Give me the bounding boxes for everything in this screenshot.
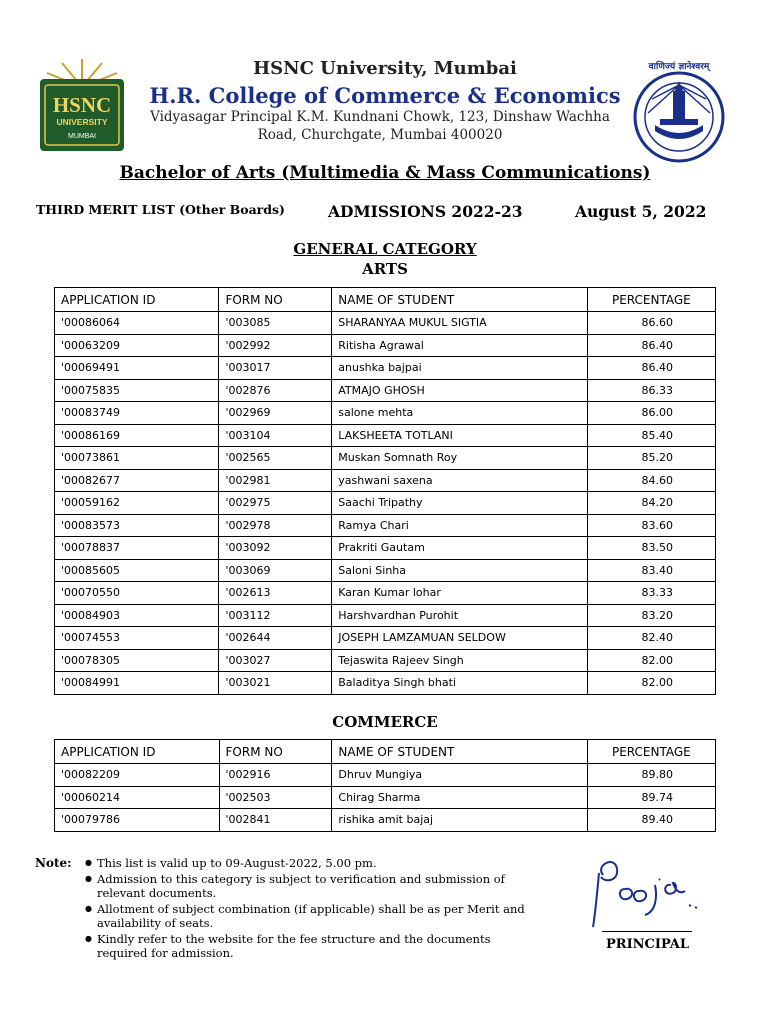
table-row xyxy=(55,357,716,380)
principal-title: PRINCIPAL xyxy=(606,937,690,952)
cell-percentage: 89.80 xyxy=(587,764,715,787)
cell-form-no: '002613 xyxy=(219,582,332,605)
table-row xyxy=(55,334,716,357)
cell-percentage: 86.60 xyxy=(587,312,715,335)
col-application-id: APPLICATION ID xyxy=(55,740,220,764)
col-form-no: FORM NO xyxy=(219,740,332,764)
col-percentage: PERCENTAGE xyxy=(587,740,715,764)
cell-application-id: '00082677 xyxy=(55,469,219,492)
cell-form-no: '002565 xyxy=(219,447,332,470)
cell-student-name: Saachi Tripathy xyxy=(332,492,587,515)
logo-text-hsnc: HSNC xyxy=(52,93,112,117)
table-row xyxy=(55,424,716,447)
cell-application-id: '00073861 xyxy=(55,447,219,470)
cell-form-no: '002644 xyxy=(219,627,332,650)
table-header-row xyxy=(55,740,716,764)
cell-percentage: 83.33 xyxy=(587,582,715,605)
cell-percentage: 82.00 xyxy=(587,672,715,695)
cell-student-name: rishika amit bajaj xyxy=(332,809,587,832)
cell-student-name: Saloni Sinha xyxy=(332,559,587,582)
cell-application-id: '00083749 xyxy=(55,402,219,425)
col-percentage: PERCENTAGE xyxy=(587,288,715,312)
cell-percentage: 86.40 xyxy=(587,357,715,380)
cell-application-id: '00086169 xyxy=(55,424,219,447)
logo-text-university: UNIVERSITY xyxy=(56,117,108,127)
table-row xyxy=(55,514,716,537)
cell-application-id: '00078837 xyxy=(55,537,219,560)
university-name: HSNC University, Mumbai xyxy=(253,58,517,79)
col-name: NAME OF STUDENT xyxy=(332,740,587,764)
table-row xyxy=(55,469,716,492)
cell-application-id: '00086064 xyxy=(55,312,219,335)
cell-application-id: '00083573 xyxy=(55,514,219,537)
cell-student-name: Harshvardhan Purohit xyxy=(332,604,587,627)
cell-student-name: Tejaswita Rajeev Singh xyxy=(332,649,587,672)
cell-percentage: 83.40 xyxy=(587,559,715,582)
cell-student-name: SHARANYAA MUKUL SIGTIA xyxy=(332,312,587,335)
cell-application-id: '00085605 xyxy=(55,559,219,582)
table-row xyxy=(55,312,716,335)
cell-application-id: '00059162 xyxy=(55,492,219,515)
table-row xyxy=(55,764,716,787)
cell-percentage: 82.40 xyxy=(587,627,715,650)
cell-application-id: '00084903 xyxy=(55,604,219,627)
signature-line xyxy=(602,931,692,932)
cell-student-name: ATMAJO GHOSH xyxy=(332,379,587,402)
cell-form-no: '002969 xyxy=(219,402,332,425)
cell-percentage: 86.40 xyxy=(587,334,715,357)
note-item: ● Admission to this category is subject to verification and submission of relevant documents. xyxy=(85,872,540,901)
note-item: ● This list is valid up to 09-August-2022, 5.00 pm. xyxy=(85,856,540,871)
table-row xyxy=(55,604,716,627)
cell-application-id: '00070550 xyxy=(55,582,219,605)
cell-form-no: '002916 xyxy=(219,764,332,787)
cell-application-id: '00078305 xyxy=(55,649,219,672)
note-item: ● Kindly refer to the website for the fee structure and the documents required for admission. xyxy=(85,932,540,961)
table-row xyxy=(55,537,716,560)
cell-percentage: 83.60 xyxy=(587,514,715,537)
table-row xyxy=(55,559,716,582)
cell-application-id: '00082209 xyxy=(55,764,220,787)
arts-merit-table xyxy=(54,287,716,695)
category-title: GENERAL CATEGORY xyxy=(293,240,477,258)
emblem-motto: वाणिज्यं ज्ञानेश्वरम् xyxy=(648,62,710,72)
cell-percentage: 84.60 xyxy=(587,469,715,492)
cell-percentage: 86.33 xyxy=(587,379,715,402)
logo-text-mumbai: MUMBAI xyxy=(68,133,96,140)
cell-form-no: '003112 xyxy=(219,604,332,627)
cell-student-name: anushka bajpai xyxy=(332,357,587,380)
table-header-row xyxy=(55,288,716,312)
cell-student-name: Muskan Somnath Roy xyxy=(332,447,587,470)
table-row xyxy=(55,402,716,425)
cell-student-name: yashwani saxena xyxy=(332,469,587,492)
cell-percentage: 89.40 xyxy=(587,809,715,832)
cell-form-no: '002503 xyxy=(219,786,332,809)
cell-application-id: '00063209 xyxy=(55,334,219,357)
cell-student-name: JOSEPH LAMZAMUAN SELDOW xyxy=(332,627,587,650)
table-row xyxy=(55,809,716,832)
cell-form-no: '002975 xyxy=(219,492,332,515)
cell-student-name: Ramya Chari xyxy=(332,514,587,537)
table-row xyxy=(55,649,716,672)
list-date: August 5, 2022 xyxy=(575,202,707,221)
note-item: ● Allotment of subject combination (if applicable) shall be as per Merit and availability of seats. xyxy=(85,902,540,931)
table-row xyxy=(55,447,716,470)
note-label: Note: xyxy=(35,856,72,870)
cell-percentage: 85.20 xyxy=(587,447,715,470)
cell-form-no: '002876 xyxy=(219,379,332,402)
table-row xyxy=(55,672,716,695)
col-form-no: FORM NO xyxy=(219,288,332,312)
cell-percentage: 82.00 xyxy=(587,649,715,672)
cell-percentage: 83.20 xyxy=(587,604,715,627)
cell-percentage: 86.00 xyxy=(587,402,715,425)
table-row xyxy=(55,492,716,515)
col-application-id: APPLICATION ID xyxy=(55,288,219,312)
cell-application-id: '00060214 xyxy=(55,786,220,809)
col-name: NAME OF STUDENT xyxy=(332,288,587,312)
table-row xyxy=(55,379,716,402)
college-name: H.R. College of Commerce & Economics xyxy=(149,83,621,108)
merit-list-label: THIRD MERIT LIST (Other Boards) xyxy=(36,202,285,217)
cell-form-no: '002978 xyxy=(219,514,332,537)
cell-percentage: 85.40 xyxy=(587,424,715,447)
cell-percentage: 89.74 xyxy=(587,786,715,809)
principal-signature xyxy=(585,855,710,930)
cell-percentage: 84.20 xyxy=(587,492,715,515)
cell-application-id: '00069491 xyxy=(55,357,219,380)
cell-form-no: '003021 xyxy=(219,672,332,695)
college-address: Vidyasagar Principal K.M. Kundnani Chowk, 123, Dinshaw Wachha Road, Churchgate, Mumbai 400020 xyxy=(150,109,610,143)
cell-form-no: '002981 xyxy=(219,469,332,492)
cell-form-no: '003027 xyxy=(219,649,332,672)
table-row xyxy=(55,627,716,650)
table-row xyxy=(55,582,716,605)
cell-form-no: '003017 xyxy=(219,357,332,380)
cell-application-id: '00074553 xyxy=(55,627,219,650)
cell-student-name: Baladitya Singh bhati xyxy=(332,672,587,695)
cell-form-no: '003069 xyxy=(219,559,332,582)
cell-student-name: Dhruv Mungiya xyxy=(332,764,587,787)
cell-student-name: Karan Kumar lohar xyxy=(332,582,587,605)
cell-form-no: '003104 xyxy=(219,424,332,447)
cell-form-no: '003092 xyxy=(219,537,332,560)
cell-student-name: Ritisha Agrawal xyxy=(332,334,587,357)
admissions-label: ADMISSIONS 2022-23 xyxy=(328,202,523,221)
cell-form-no: '003085 xyxy=(219,312,332,335)
cell-student-name: salone mehta xyxy=(332,402,587,425)
cell-application-id: '00075835 xyxy=(55,379,219,402)
cell-application-id: '00084991 xyxy=(55,672,219,695)
arts-section-title: ARTS xyxy=(362,260,408,278)
commerce-section-title: COMMERCE xyxy=(332,713,438,731)
cell-student-name: Prakriti Gautam xyxy=(332,537,587,560)
note-list xyxy=(85,856,540,962)
cell-form-no: '002841 xyxy=(219,809,332,832)
cell-application-id: '00079786 xyxy=(55,809,220,832)
commerce-merit-table xyxy=(54,739,716,832)
cell-percentage: 83.50 xyxy=(587,537,715,560)
cell-form-no: '002992 xyxy=(219,334,332,357)
program-title: Bachelor of Arts (Multimedia & Mass Communications) xyxy=(119,163,651,183)
cell-student-name: Chirag Sharma xyxy=(332,786,587,809)
table-row xyxy=(55,786,716,809)
cell-student-name: LAKSHEETA TOTLANI xyxy=(332,424,587,447)
